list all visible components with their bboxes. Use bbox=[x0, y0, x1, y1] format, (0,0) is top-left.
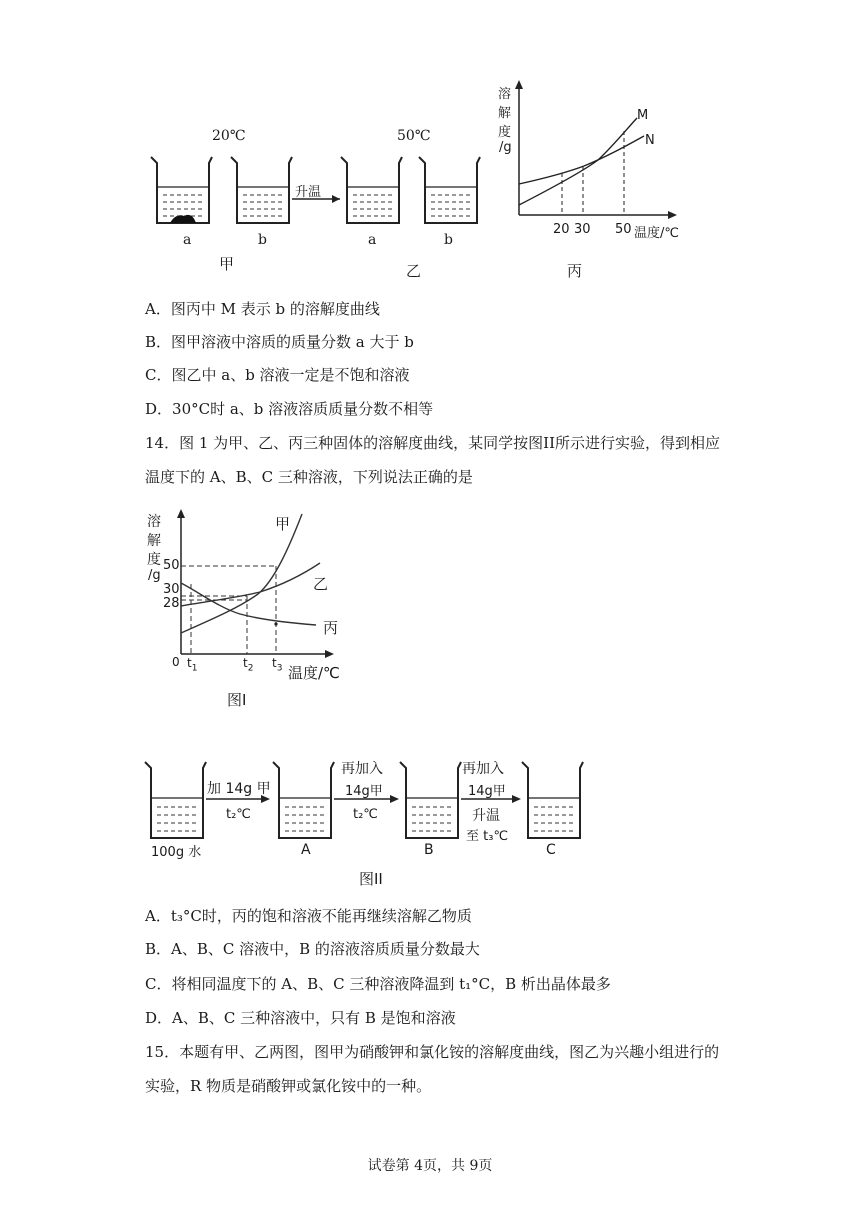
curve-n bbox=[519, 136, 644, 184]
q13-figure bbox=[0, 0, 860, 290]
beaker-b bbox=[400, 762, 461, 838]
temp-label-50: 50℃ bbox=[397, 128, 431, 144]
fig1-ylabel-2: 解 bbox=[147, 533, 161, 549]
beaker-yi-b bbox=[419, 157, 480, 223]
q14-figure-2 bbox=[0, 750, 860, 890]
q14-figure-1 bbox=[0, 500, 860, 720]
step3-bottom-label-2: 至 t₃℃ bbox=[466, 829, 509, 844]
beaker-label-a2: a bbox=[368, 232, 377, 248]
fig1-ylabel-4: /g bbox=[148, 568, 161, 583]
q14-option-a: A．t₃°C时，丙的饱和溶液不能再继续溶解乙物质 bbox=[145, 907, 472, 925]
graph-bing-ylabel-4: /g bbox=[499, 140, 512, 155]
q13-option-b: B．图甲溶液中溶质的质量分数 a 大于 b bbox=[145, 333, 414, 351]
step1-bottom-label: t₂℃ bbox=[226, 807, 251, 822]
solubility-graph-bing bbox=[515, 80, 677, 219]
q14-stem-line1: 14．图 1 为甲、乙、丙三种固体的溶解度曲线，某同学按图II所示进行实验，得到相应 bbox=[145, 434, 721, 452]
fig1-ytick-50: 50 bbox=[163, 558, 180, 573]
step3-top-label-2: 14g甲 bbox=[468, 784, 506, 799]
graph-bing-ylabel-1: 溶 bbox=[498, 87, 512, 102]
step1-top-label: 加 14g 甲 bbox=[207, 781, 271, 797]
q14-stem-line2: 温度下的 A、B、C 三种溶液，下列说法正确的是 bbox=[145, 468, 473, 486]
beaker-jia-b bbox=[231, 157, 292, 223]
q15-stem-line2: 实验，R 物质是硝酸钾或氯化铵中的一种。 bbox=[145, 1077, 432, 1095]
step3-top-label-1: 再加入 bbox=[462, 761, 504, 777]
page-footer: 试卷第 4页，共 9页 bbox=[367, 1158, 493, 1174]
beaker-a bbox=[273, 762, 334, 838]
q14-figure-2-svg bbox=[0, 750, 860, 890]
q13-option-d: D．30°C时 a、b 溶液溶质质量分数不相等 bbox=[145, 400, 434, 418]
step2-bottom-label: t₂℃ bbox=[353, 807, 378, 822]
graph-bing-xtick-50: 50 bbox=[615, 222, 632, 237]
graph-bing-label-m: M bbox=[637, 108, 649, 123]
fig1-ylabel-1: 溶 bbox=[147, 514, 161, 530]
heat-arrow-label: 升温 bbox=[295, 185, 322, 200]
caption-bing: 丙 bbox=[567, 262, 583, 280]
q13-figure-svg bbox=[0, 0, 860, 290]
q13-option-a: A．图丙中 M 表示 b 的溶解度曲线 bbox=[145, 300, 380, 318]
beaker-label-b2: b bbox=[444, 232, 453, 248]
beaker-label-a: A bbox=[301, 842, 311, 858]
beaker-water bbox=[145, 762, 206, 838]
graph-bing-xlabel: 温度/℃ bbox=[634, 226, 679, 241]
q14-option-c: C．将相同温度下的 A、B、C 三种溶液降温到 t₁°C，B 析出晶体最多 bbox=[145, 975, 611, 993]
fig2-caption: 图II bbox=[359, 870, 383, 888]
q15-stem-line1: 15．本题有甲、乙两图，图甲为硝酸钾和氯化铵的溶解度曲线，图乙为兴趣小组进行的 bbox=[145, 1043, 720, 1061]
caption-jia: 甲 bbox=[219, 255, 235, 273]
graph-bing-xtick-30: 30 bbox=[574, 222, 591, 237]
curve-m bbox=[519, 118, 637, 205]
graph-bing-ylabel-2: 解 bbox=[498, 106, 512, 121]
step2-top-label-2: 14g甲 bbox=[345, 784, 383, 799]
fig1-label-bing: 丙 bbox=[323, 619, 339, 637]
curve-bing bbox=[181, 583, 316, 625]
graph-bing-ylabel-3: 度 bbox=[498, 125, 512, 140]
fig1-ylabel-3: 度 bbox=[147, 552, 161, 568]
fig1-label-jia: 甲 bbox=[275, 515, 291, 533]
fig1-ytick-28: 28 bbox=[163, 596, 180, 611]
fig1-xtick-t3: $t_3$ bbox=[272, 656, 283, 674]
fig1-xlabel: 温度/℃ bbox=[288, 664, 340, 682]
q13-option-c: C．图乙中 a、b 溶液一定是不饱和溶液 bbox=[145, 366, 410, 384]
step2-top-label-1: 再加入 bbox=[341, 761, 383, 777]
fig1-xtick-t1: $t_1$ bbox=[187, 656, 198, 674]
q14-figure-1-svg bbox=[0, 500, 860, 720]
beaker-label-b: B bbox=[424, 842, 434, 858]
beaker-label-a1: a bbox=[183, 232, 192, 248]
beaker-label-b1: b bbox=[258, 232, 267, 248]
fig1-xtick-t2: $t_2$ bbox=[243, 656, 254, 674]
beaker-jia-a bbox=[151, 157, 212, 223]
graph-bing-xtick-20: 20 bbox=[553, 222, 570, 237]
step3-bottom-label-1: 升温 bbox=[472, 808, 500, 824]
fig1-caption: 图I bbox=[227, 691, 247, 709]
caption-yi: 乙 bbox=[406, 262, 422, 280]
q14-option-d: D．A、B、C 三种溶液中，只有 B 是饱和溶液 bbox=[145, 1009, 456, 1027]
graph-bing-label-n: N bbox=[645, 133, 655, 148]
q14-option-b: B．A、B、C 溶液中，B 的溶液溶质质量分数最大 bbox=[145, 940, 480, 958]
beaker-c bbox=[522, 762, 583, 838]
start-beaker-label: 100g 水 bbox=[151, 845, 202, 860]
beaker-label-c: C bbox=[546, 842, 556, 858]
beaker-yi-a bbox=[341, 157, 402, 223]
fig1-ytick-30: 30 bbox=[163, 582, 180, 597]
fig1-origin: 0 bbox=[172, 655, 180, 669]
temp-label-20: 20℃ bbox=[212, 128, 246, 144]
fig1-label-yi: 乙 bbox=[313, 575, 329, 593]
